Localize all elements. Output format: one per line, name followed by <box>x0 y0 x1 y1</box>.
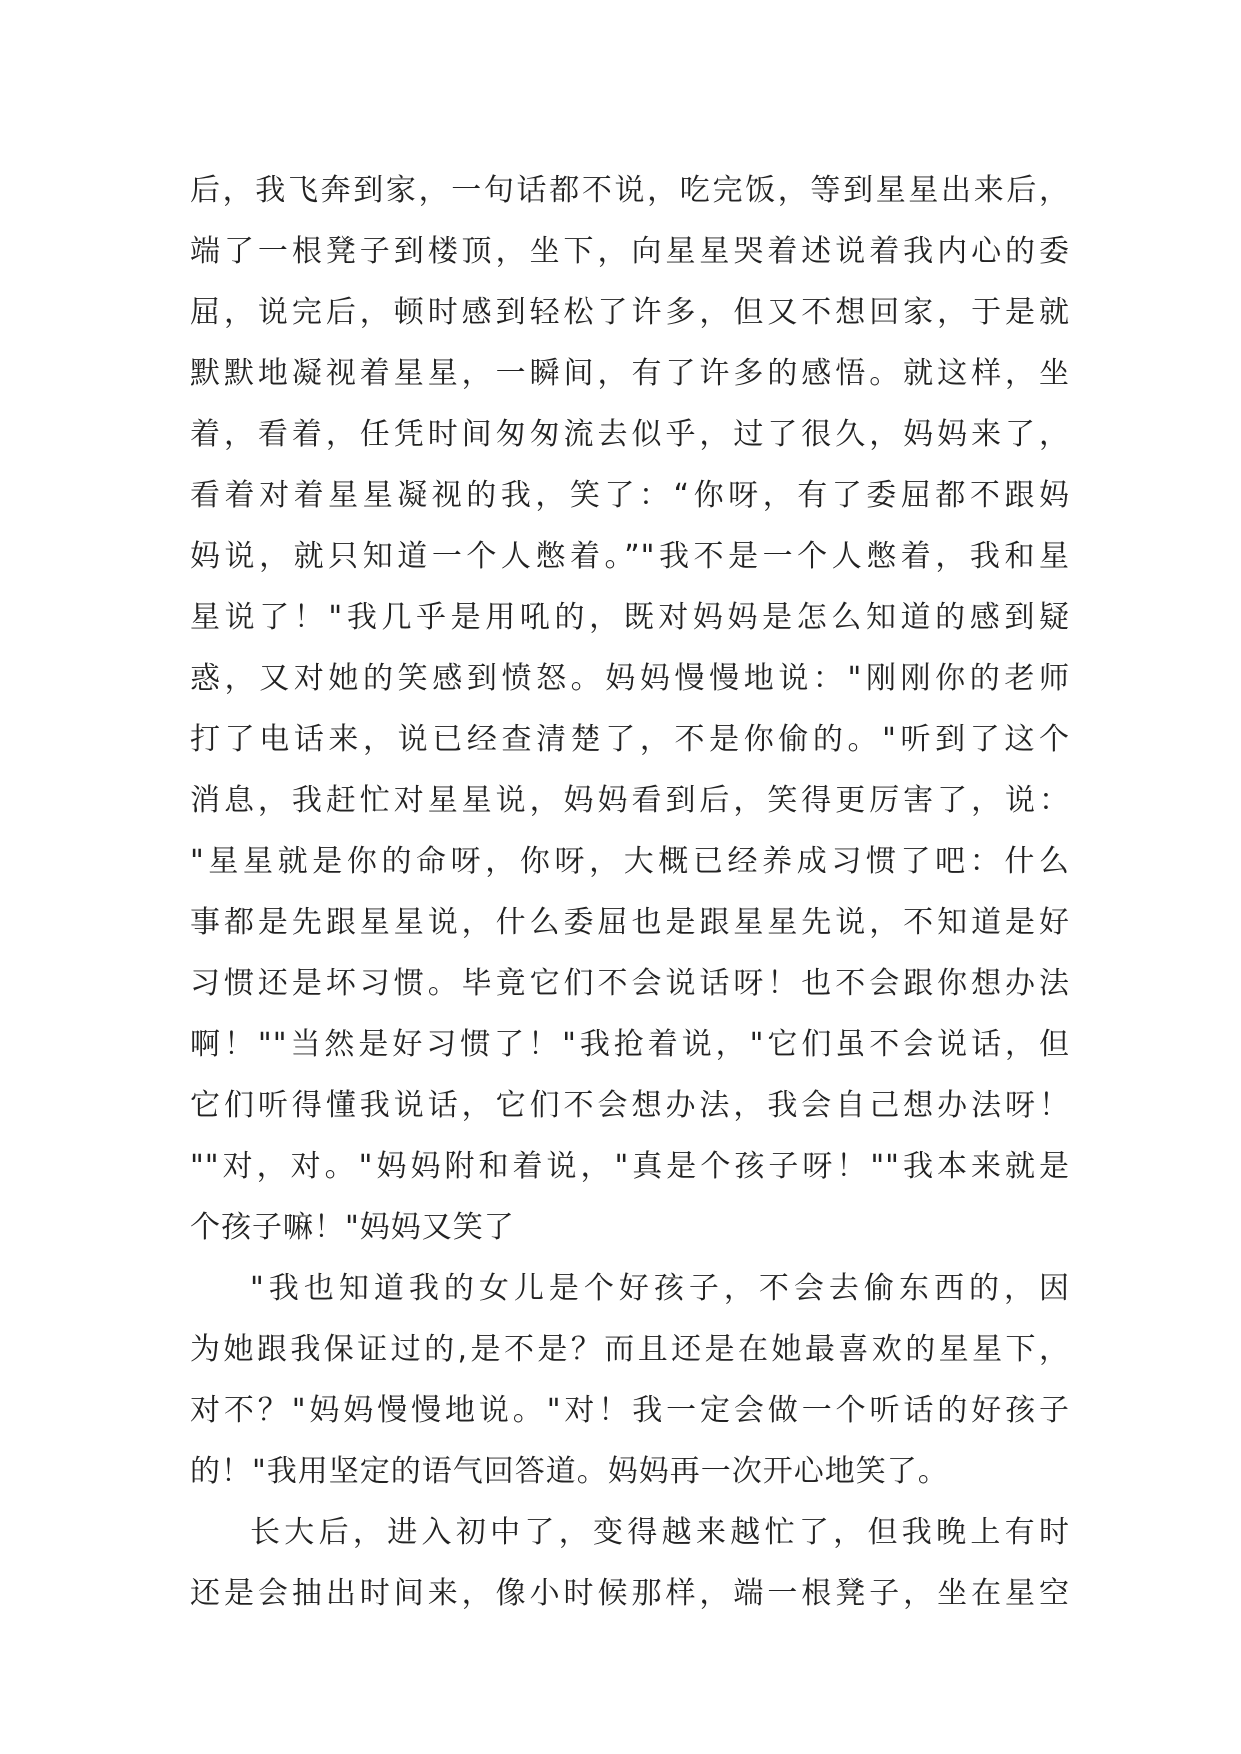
text-line: 为她跟我保证过的,是不是？而且还是在她最喜欢的星星下， <box>190 1332 1070 1367</box>
text-line: 还是会抽出时间来，像小时候那样，端一根凳子，坐在星空 <box>190 1576 1070 1611</box>
text-line: 看着对着星星凝视的我，笑了：“你呀，有了委屈都不跟妈 <box>190 478 1070 513</box>
text-line: 惑，又对她的笑感到愤怒。妈妈慢慢地说："刚刚你的老师 <box>190 661 1070 696</box>
paragraph <box>190 1258 1070 1502</box>
document-body <box>190 160 1070 1624</box>
text-line: 妈说，就只知道一个人憋着。”"我不是一个人憋着，我和星 <box>190 539 1070 574</box>
text-line: 打了电话来，说已经查清楚了，不是你偷的。"听到了这个 <box>190 722 1070 757</box>
text-line: 后，我飞奔到家，一句话都不说，吃完饭，等到星星出来后， <box>190 173 1070 208</box>
text-line: 它们听得懂我说话，它们不会想办法，我会自己想办法呀！ <box>190 1088 1070 1123</box>
text-line: 默默地凝视着星星，一瞬间，有了许多的感悟。就这样，坐 <box>190 356 1070 391</box>
text-line: 个孩子嘛！"妈妈又笑了 <box>190 1210 515 1245</box>
text-line: "星星就是你的命呀，你呀，大概已经养成习惯了吧：什么 <box>190 844 1070 879</box>
paragraph <box>190 160 1070 1258</box>
text-line: 长大后，进入初中了，变得越来越忙了，但我晚上有时 <box>250 1515 1070 1550</box>
paragraph <box>190 1502 1070 1624</box>
text-line: 的！"我用坚定的语气回答道。妈妈再一次开心地笑了。 <box>190 1454 949 1489</box>
text-line: 事都是先跟星星说，什么委屈也是跟星星先说，不知道是好 <box>190 905 1070 940</box>
text-line: 屈，说完后，顿时感到轻松了许多，但又不想回家，于是就 <box>190 295 1070 330</box>
text-line: "我也知道我的女儿是个好孩子，不会去偷东西的，因 <box>250 1271 1070 1306</box>
text-line: ""对，对。"妈妈附和着说，"真是个孩子呀！""我本来就是 <box>190 1149 1070 1184</box>
text-line: 对不？"妈妈慢慢地说。"对！我一定会做一个听话的好孩子 <box>190 1393 1070 1428</box>
text-line: 星说了！"我几乎是用吼的，既对妈妈是怎么知道的感到疑 <box>190 600 1070 635</box>
text-line: 消息，我赶忙对星星说，妈妈看到后，笑得更厉害了，说： <box>190 783 1070 818</box>
text-line: 端了一根凳子到楼顶，坐下，向星星哭着述说着我内心的委 <box>190 234 1070 269</box>
text-line: 啊！""当然是好习惯了！"我抢着说，"它们虽不会说话，但 <box>190 1027 1070 1062</box>
text-line: 习惯还是坏习惯。毕竟它们不会说话呀！也不会跟你想办法 <box>190 966 1070 1001</box>
text-line: 着，看着，任凭时间匆匆流去似乎，过了很久，妈妈来了， <box>190 417 1070 452</box>
